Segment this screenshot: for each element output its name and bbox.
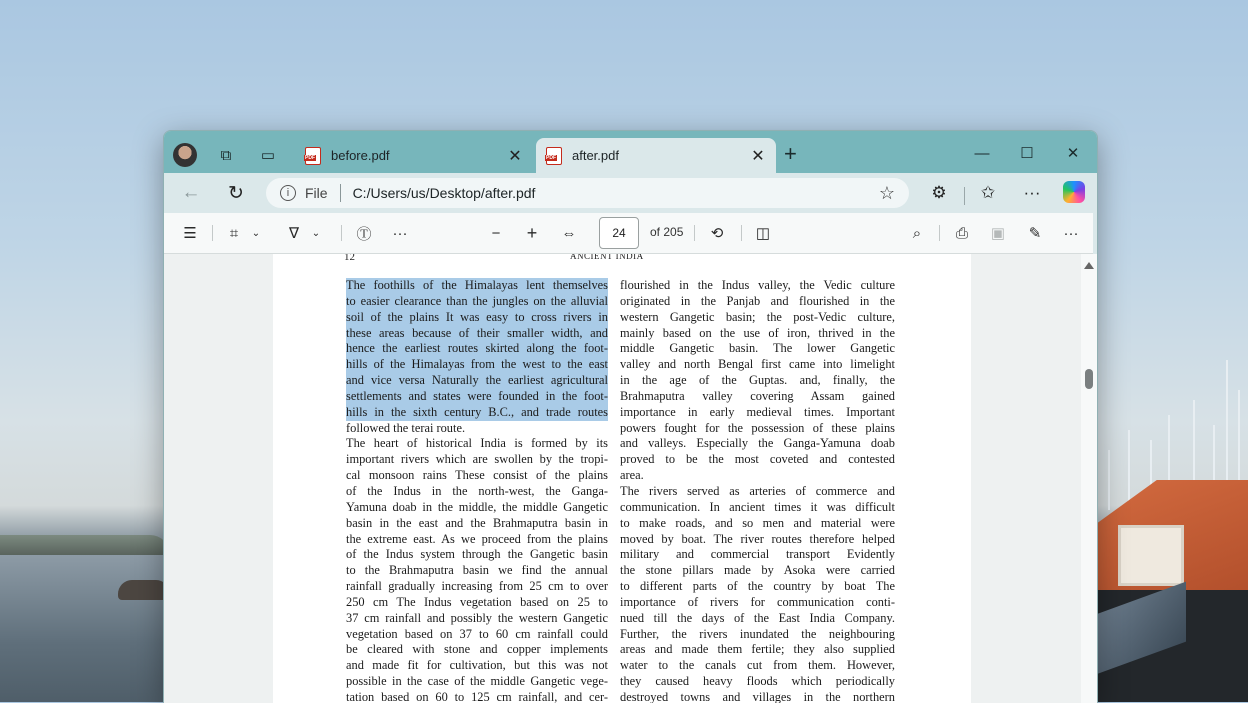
text-line[interactable]: hills in the sixth century B.C., and trade routes (346, 404, 608, 419)
copilot-icon[interactable] (1063, 181, 1085, 203)
fit-to-width-icon[interactable]: ⇔ (561, 224, 577, 242)
text-line[interactable]: water to the canals cut from them. However, (620, 658, 895, 673)
minimize-button[interactable]: — (974, 144, 990, 162)
text-line[interactable]: to different parts of the country by boat The (620, 579, 895, 594)
profile-avatar[interactable] (173, 143, 197, 167)
info-icon[interactable]: i (280, 185, 296, 201)
tab-title: before.pdf (331, 148, 390, 163)
text-line[interactable]: 37 cm rainfall and possibly the western Gangetic (346, 610, 608, 625)
text-line[interactable]: of the Indus system through the Gangetic basin (346, 547, 608, 562)
tab-close-button[interactable]: ✕ (751, 147, 765, 165)
favorite-star-icon[interactable]: ☆ (878, 183, 895, 203)
text-line[interactable]: The foothills of the Himalayas lent themselves (346, 278, 608, 292)
text-line[interactable]: proved to be the most coveted and contested (620, 452, 895, 467)
chevron-down-icon[interactable]: ⌄ (251, 227, 261, 239)
page-number: 12 (344, 254, 355, 263)
text-line[interactable]: area. (620, 468, 644, 483)
text-line[interactable]: importance in early medieval times. Important (620, 404, 895, 419)
text-line[interactable]: they caused heavy floods which periodically (620, 674, 895, 689)
page-number-input[interactable]: 24 (599, 217, 639, 249)
title-bar (164, 131, 1097, 173)
divider (341, 225, 342, 241)
text-line[interactable]: rainfall gradually increasing from 25 cm to over (346, 579, 608, 594)
search-icon[interactable]: ⌕ (912, 224, 922, 242)
text-line[interactable]: The heart of historical India is formed by its (346, 436, 608, 451)
text-line[interactable]: these areas because of their smaller width, and (346, 325, 608, 340)
scroll-up-arrow-icon[interactable] (1084, 262, 1094, 269)
pdf-file-icon (305, 147, 321, 165)
more-tools-icon[interactable]: ··· (392, 224, 408, 242)
text-line[interactable]: settlements and states were founded in the foot- (346, 388, 608, 403)
file-label: File (305, 185, 328, 201)
wallpaper-land-left (0, 535, 170, 557)
pdf-file-icon (546, 147, 562, 165)
text-line[interactable]: important rivers which are swollen by the tropi- (346, 452, 608, 467)
text-line[interactable]: moved by boat. The river routes therefore helped (620, 531, 895, 546)
page-total-label: of 205 (650, 225, 684, 239)
save-icon: ▣ (990, 225, 1006, 242)
text-line[interactable]: and made fit for cultivation, but this was not (346, 658, 608, 673)
page-view-icon[interactable]: ◫ (755, 225, 771, 242)
save-as-icon[interactable]: ✎ (1028, 225, 1042, 242)
highlight-icon[interactable]: ⌗ (229, 224, 239, 242)
url-text[interactable]: C:/Users/us/Desktop/after.pdf (352, 185, 536, 201)
back-button[interactable]: ← (181, 182, 201, 203)
text-line[interactable]: communication. In ancient times it was difficult (620, 499, 895, 514)
pdf-toolbar (164, 213, 1093, 254)
chevron-down-icon[interactable]: ⌄ (311, 227, 321, 239)
address-bar-row (164, 173, 1097, 213)
text-line[interactable]: soil of the plains It was easy to cross rivers in (346, 309, 608, 324)
text-column-right (620, 278, 895, 703)
text-line[interactable]: hills of the Himalayas from the west to the east (346, 357, 608, 372)
divider (939, 225, 940, 241)
text-line[interactable]: nued till the days of the East India Company. (620, 610, 895, 625)
rotate-icon[interactable]: ⟲ (710, 225, 724, 242)
add-text-icon[interactable]: Ⓣ (356, 225, 372, 243)
close-window-button[interactable]: ✕ (1066, 145, 1080, 162)
text-line[interactable]: valley and north Bengal first came into limelight (620, 357, 895, 372)
address-bar[interactable] (266, 178, 909, 208)
text-line[interactable]: 250 cm The Indus vegetation based on 25 to (346, 594, 608, 609)
draw-icon[interactable]: ∇ (288, 225, 300, 242)
browser-window (163, 130, 1098, 703)
text-line[interactable]: military and commercial transport Evidently (620, 547, 895, 562)
text-column-left (346, 278, 608, 703)
refresh-button[interactable]: ↻ (228, 182, 244, 204)
new-tab-button[interactable]: + (784, 141, 797, 166)
text-line[interactable]: importance of rivers for communication conti- (620, 594, 895, 609)
print-icon[interactable]: ⎙ (955, 224, 968, 242)
text-line[interactable]: destroyed towns and villages in the northern (620, 689, 895, 703)
tab-after-pdf[interactable] (536, 138, 776, 173)
text-line[interactable]: to the Brahmaputra basin we find the annual (346, 563, 608, 578)
text-line[interactable]: cal monsoon rains These consist of the plains (346, 468, 608, 483)
pdf-page[interactable] (273, 254, 971, 703)
text-line[interactable]: originated in the Panjab and flourished in the (620, 293, 895, 308)
text-line[interactable]: The rivers served as arteries of commerce and (620, 483, 895, 498)
text-line[interactable]: areas and made them fertile; they also supplied (620, 642, 895, 657)
scrollbar-thumb[interactable] (1085, 369, 1093, 389)
text-line[interactable]: and vice versa Naturally the earliest agricultural (346, 373, 608, 388)
tab-title: after.pdf (572, 148, 619, 163)
text-line[interactable]: in the age of the Guptas. and, finally, the (620, 373, 895, 388)
divider (340, 184, 341, 202)
wallpaper-sea (0, 555, 170, 702)
text-line[interactable]: be cleared with stone and copper implements (346, 642, 608, 657)
pdf-viewer[interactable] (164, 254, 1093, 703)
text-line[interactable]: and valleys. Especially the Ganga-Yamuna doab (620, 436, 895, 451)
text-line[interactable]: to easier clearance than the jungles on the alluvial (346, 293, 608, 308)
running-head: ANCIENT INDIA (570, 254, 644, 261)
maximize-button[interactable]: ☐ (1020, 145, 1034, 162)
vertical-scrollbar[interactable] (1081, 254, 1097, 703)
divider (964, 187, 965, 205)
more-options-icon[interactable]: ··· (1063, 224, 1079, 242)
zoom-in-icon[interactable]: + (526, 222, 538, 243)
text-line[interactable]: possible in the case of the middle Gangetic vege- (346, 674, 608, 689)
text-line[interactable]: middle Gangetic basin. The lower Gangetic (620, 341, 895, 356)
zoom-out-icon[interactable]: − (491, 224, 501, 242)
text-line[interactable]: Further, the rivers inundated the neighbouring (620, 626, 895, 641)
tab-before-pdf[interactable] (295, 138, 533, 173)
text-line[interactable]: the stone pillars made by Asoka were carried (620, 563, 895, 578)
divider (212, 225, 213, 241)
text-line[interactable]: flourished in the Indus valley, the Vedic culture (620, 278, 895, 292)
workspaces-icon[interactable]: ⧉ (220, 146, 232, 164)
text-line[interactable]: powers fought for the possession of these plains (620, 420, 895, 435)
text-line[interactable]: hence the earliest routes skirted along the foot- (346, 341, 608, 356)
text-line[interactable]: to make roads, and so men and material were (620, 515, 895, 530)
tab-close-button[interactable]: ✕ (508, 147, 522, 165)
text-line[interactable]: Brahmaputra valley covering Assam gained (620, 388, 895, 403)
text-line[interactable]: the extreme east. As we proceed from the plains (346, 531, 608, 546)
wallpaper-house (1096, 480, 1248, 702)
text-line[interactable]: vegetation based on 37 to 60 cm rainfall could (346, 626, 608, 641)
text-line[interactable]: western Gangetic basin; the post-Vedic culture, (620, 309, 895, 324)
favorites-icon[interactable]: ✩ (980, 183, 996, 202)
text-line[interactable]: basin in the east and the Brahmaputra basin in (346, 515, 608, 530)
contents-icon[interactable]: ☰ (183, 225, 197, 242)
extensions-icon[interactable]: ⚙ (931, 183, 947, 202)
text-line[interactable]: mainly based on the use of iron, thrived in the (620, 325, 895, 340)
divider (694, 225, 695, 241)
vertical-tabs-icon[interactable]: ▭ (260, 147, 276, 164)
text-line[interactable]: of the Indus in the north-west, the Ganga- (346, 483, 608, 498)
text-line[interactable]: tation based on 60 to 125 cm rainfall, and cer- (346, 689, 608, 703)
settings-more-icon[interactable]: ··· (1023, 183, 1041, 202)
divider (741, 225, 742, 241)
text-line[interactable]: followed the terai route. (346, 420, 466, 435)
text-line[interactable]: Yamuna doab in the middle, the middle Gangetic (346, 499, 608, 514)
